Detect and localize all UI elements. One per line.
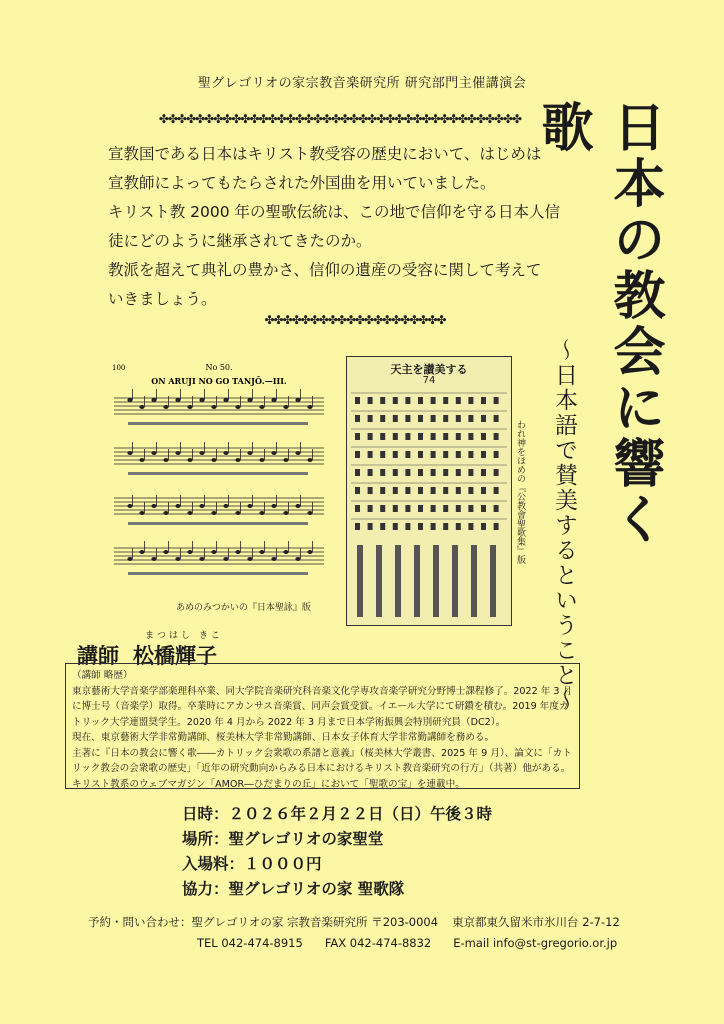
notation-digit bbox=[393, 451, 398, 458]
notation-digit bbox=[481, 469, 486, 476]
ornament-divider-top: ✤✤✤✤✤✤✤✤✤✤✤✤✤✤✤✤✤✤✤✤✤✤✤✤✤✤✤✤✤✤✤✤✤✤✤✤✤✤✤✤ bbox=[158, 112, 522, 126]
footer-fax: FAX 042-474-8832 bbox=[324, 936, 432, 950]
notation-digit bbox=[405, 415, 410, 422]
notation-digit bbox=[355, 523, 360, 530]
notation-digit bbox=[418, 397, 423, 404]
note-head bbox=[283, 550, 288, 554]
note-head bbox=[307, 511, 312, 515]
numbered-notation bbox=[347, 385, 511, 625]
lyric-line bbox=[128, 572, 308, 575]
notation-digit bbox=[355, 451, 360, 458]
notation-digit bbox=[431, 487, 436, 494]
hymn-score-image-left bbox=[108, 356, 330, 616]
note-head bbox=[139, 550, 144, 554]
notation-digit bbox=[418, 469, 423, 476]
bio-paragraph: 主著に『日本の教会に響く歌――カトリック会衆歌の系譜と意義』（桜美林大学叢書、2025 年 9 月）、論文に「カトリック教会の会衆歌の歴史」「近年の研究動向からみる日本におけるキリスト教音楽研究の行方」（共著）他がある。キリスト教系のウェブマガジン「AMOR―ひだまりの丘」において「聖歌の宝」を連載中。 bbox=[72, 747, 572, 790]
organizer-line: 聖グレゴリオの家宗教音楽研究所 研究部門主催講演会 bbox=[197, 76, 527, 91]
notation-digit bbox=[494, 523, 499, 530]
notation-digit bbox=[494, 487, 499, 494]
note-head bbox=[283, 458, 288, 462]
notation-digit bbox=[368, 433, 373, 440]
notation-digit bbox=[405, 505, 410, 512]
intro-line: 宣教国である日本はキリスト教受容の歴史において、はじめは bbox=[108, 145, 542, 163]
note-head bbox=[259, 550, 264, 554]
event-date: 日時：２０２６年２月２２日（日）午後３時 bbox=[182, 805, 493, 823]
note-head bbox=[271, 398, 276, 402]
notation-digit bbox=[443, 397, 448, 404]
notation-digit bbox=[494, 397, 499, 404]
notation-digit bbox=[456, 397, 461, 404]
note-head bbox=[259, 405, 264, 409]
note-head bbox=[211, 458, 216, 462]
note-head bbox=[163, 511, 168, 515]
note-head bbox=[235, 511, 240, 515]
notation-digit bbox=[443, 469, 448, 476]
notation-digit bbox=[468, 415, 473, 422]
notation-digit bbox=[355, 505, 360, 512]
notation-digit bbox=[494, 469, 499, 476]
note-head bbox=[139, 405, 144, 409]
notation-digit bbox=[431, 505, 436, 512]
note-head bbox=[259, 458, 264, 462]
notation-digit bbox=[393, 397, 398, 404]
notation-digit bbox=[380, 415, 385, 422]
notation-digit bbox=[355, 415, 360, 422]
main-title: 日本の教会に響く歌 bbox=[532, 100, 664, 548]
notation-digit bbox=[380, 487, 385, 494]
note-head bbox=[187, 511, 192, 515]
notation-digit bbox=[405, 397, 410, 404]
note-head bbox=[175, 451, 180, 455]
score-left-caption: あめのみつかいの『日本聖詠』版 bbox=[176, 603, 311, 613]
notation-digit bbox=[443, 451, 448, 458]
notation-digit bbox=[456, 469, 461, 476]
note-head bbox=[175, 504, 180, 508]
event-info bbox=[182, 802, 492, 902]
notation-digit bbox=[393, 487, 398, 494]
notation-digit bbox=[456, 415, 461, 422]
footer-phone-line bbox=[197, 936, 639, 950]
notation-digit bbox=[405, 451, 410, 458]
notation-digit bbox=[468, 451, 473, 458]
note-head bbox=[151, 451, 156, 455]
notation-digit bbox=[481, 451, 486, 458]
notation-digit bbox=[431, 451, 436, 458]
notation-digit bbox=[355, 487, 360, 494]
note-head bbox=[187, 458, 192, 462]
note-head bbox=[199, 398, 204, 402]
notation-digit bbox=[355, 469, 360, 476]
notation-digit bbox=[481, 433, 486, 440]
vertical-lyric-column bbox=[357, 545, 363, 617]
notation-digit bbox=[431, 523, 436, 530]
notation-digit bbox=[443, 505, 448, 512]
notation-digit bbox=[393, 415, 398, 422]
note-head bbox=[151, 557, 156, 561]
notation-digit bbox=[456, 451, 461, 458]
notation-digit bbox=[456, 505, 461, 512]
note-head bbox=[199, 451, 204, 455]
notation-digit bbox=[418, 523, 423, 530]
notation-digit bbox=[355, 397, 360, 404]
notation-digit bbox=[443, 415, 448, 422]
notation-digit bbox=[380, 523, 385, 530]
notation-digit bbox=[418, 433, 423, 440]
notation-digit bbox=[418, 487, 423, 494]
notation-digit bbox=[431, 469, 436, 476]
notation-digit bbox=[368, 451, 373, 458]
note-head bbox=[139, 458, 144, 462]
note-head bbox=[247, 451, 252, 455]
notation-digit bbox=[418, 451, 423, 458]
score-right-number: 74 bbox=[422, 375, 436, 386]
vertical-lyric-column bbox=[471, 545, 477, 617]
notation-digit bbox=[380, 505, 385, 512]
intro-line: 宣教師によってもたらされた外国曲を用いていました。 bbox=[108, 174, 496, 192]
note-head bbox=[295, 504, 300, 508]
notation-digit bbox=[431, 415, 436, 422]
notation-digit bbox=[405, 487, 410, 494]
footer-contact-line bbox=[88, 914, 620, 930]
bio-paragraph: 東京藝術大学音楽学部楽理科卒業、同大学院音楽研究科音楽文化学専攻音楽学研究分野博士課程修了。2022 年 3 月に博士号（音楽学）取得。卒業時にアカンサス音楽賞、同声会賞受賞。イエール大学にて研鑽を積む。2019 年度カトリック大学連盟奨学生。2020 年 4 月から 2022 年 3 月まで日本学術振興会特別研究員（DC2）。 bbox=[72, 685, 573, 728]
notation-digit bbox=[368, 469, 373, 476]
notation-digit bbox=[494, 433, 499, 440]
notation-digit bbox=[393, 433, 398, 440]
note-head bbox=[199, 557, 204, 561]
note-head bbox=[127, 504, 132, 508]
lecturer-bio-box bbox=[65, 663, 580, 789]
note-head bbox=[211, 550, 216, 554]
lecturer-name: 松橋輝子 bbox=[133, 644, 217, 668]
intro-line: 教派を超えて典礼の豊かさ、信仰の遺産の受容に関して考えて bbox=[108, 261, 542, 279]
note-head bbox=[295, 557, 300, 561]
notation-digit bbox=[456, 487, 461, 494]
notation-digit bbox=[368, 487, 373, 494]
note-head bbox=[223, 557, 228, 561]
bio-heading: （講師 略歴） bbox=[72, 670, 133, 681]
vertical-lyric-column bbox=[490, 545, 496, 617]
note-head bbox=[187, 405, 192, 409]
note-head bbox=[199, 504, 204, 508]
bio-paragraph: 現在、東京藝術大学非常勤講師、桜美林大学非常勤講師、日本女子体育大学非常勤講師を務める。 bbox=[72, 732, 495, 743]
notation-digit bbox=[405, 433, 410, 440]
notation-digit bbox=[380, 433, 385, 440]
note-head bbox=[163, 550, 168, 554]
vertical-lyric-column bbox=[395, 545, 401, 617]
note-head bbox=[151, 398, 156, 402]
ornament-divider-middle: ✤✤✤✤✤✤✤✤✤✤✤✤✤✤✤✤✤✤✤✤ bbox=[264, 313, 446, 327]
notation-digit bbox=[393, 523, 398, 530]
notation-digit bbox=[494, 415, 499, 422]
event-fee: 入場料：１０００円 bbox=[182, 855, 322, 873]
intro-text bbox=[108, 140, 578, 314]
vertical-lyric-column bbox=[452, 545, 458, 617]
lyric-line bbox=[128, 422, 308, 425]
score-right-caption: われ神をほめの『公教會聖歌集』版 bbox=[515, 420, 525, 564]
score-right-title: 天主を讃美する bbox=[390, 363, 468, 376]
note-head bbox=[247, 557, 252, 561]
footer-email[interactable]: E-mail info@st-gregorio.or.jp bbox=[453, 936, 618, 950]
notation-digit bbox=[456, 523, 461, 530]
note-head bbox=[223, 504, 228, 508]
subtitle: 〜日本語で賛美するということ〜 bbox=[551, 338, 577, 713]
intro-line: いきましょう。 bbox=[108, 290, 217, 308]
notation-digit bbox=[431, 433, 436, 440]
lecturer-role: 講師 bbox=[77, 644, 119, 668]
note-head bbox=[127, 398, 132, 402]
note-head bbox=[175, 398, 180, 402]
notation-digit bbox=[393, 469, 398, 476]
notation-digit bbox=[481, 505, 486, 512]
notation-digit bbox=[380, 469, 385, 476]
notation-digit bbox=[368, 397, 373, 404]
intro-line: 徒にどのように継承されてきたのか。 bbox=[108, 232, 372, 250]
note-head bbox=[139, 511, 144, 515]
notation-digit bbox=[468, 469, 473, 476]
notation-digit bbox=[468, 505, 473, 512]
note-head bbox=[307, 550, 312, 554]
note-head bbox=[211, 405, 216, 409]
notation-digit bbox=[418, 415, 423, 422]
note-head bbox=[307, 405, 312, 409]
notation-digit bbox=[494, 505, 499, 512]
note-head bbox=[271, 451, 276, 455]
note-head bbox=[307, 458, 312, 462]
footer-address: 東京都東久留米市氷川台 2-7-12 bbox=[452, 915, 620, 929]
note-head bbox=[247, 398, 252, 402]
note-head bbox=[163, 405, 168, 409]
note-head bbox=[259, 511, 264, 515]
note-head bbox=[283, 511, 288, 515]
event-place: 場所：聖グレゴリオの家聖堂 bbox=[182, 830, 384, 848]
note-head bbox=[175, 557, 180, 561]
vertical-lyric-column bbox=[376, 545, 382, 617]
lyric-line bbox=[128, 522, 308, 525]
note-head bbox=[235, 405, 240, 409]
notation-digit bbox=[443, 487, 448, 494]
note-head bbox=[223, 451, 228, 455]
score-heading: ON ARUJI NO GO TANJŌ.—III. bbox=[151, 376, 287, 386]
note-head bbox=[271, 504, 276, 508]
notation-digit bbox=[481, 415, 486, 422]
note-head bbox=[223, 398, 228, 402]
notation-digit bbox=[368, 415, 373, 422]
notation-digit bbox=[431, 397, 436, 404]
notation-digit bbox=[481, 487, 486, 494]
note-head bbox=[151, 504, 156, 508]
note-head bbox=[235, 458, 240, 462]
event-cooperation: 協力：聖グレゴリオの家 聖歌隊 bbox=[182, 880, 405, 898]
note-head bbox=[283, 405, 288, 409]
footer-contact: 予約・問い合わせ：聖グレゴリオの家 宗教音楽研究所 〒203-0004 bbox=[88, 915, 439, 929]
note-head bbox=[163, 458, 168, 462]
notation-digit bbox=[380, 397, 385, 404]
notation-digit bbox=[468, 397, 473, 404]
score-number: No 50. bbox=[205, 363, 233, 372]
notation-digit bbox=[405, 523, 410, 530]
intro-line: キリスト教 2000 年の聖歌伝統は、この地で信仰を守る日本人信 bbox=[108, 203, 560, 221]
note-head bbox=[295, 398, 300, 402]
notation-digit bbox=[355, 433, 360, 440]
hymn-score-image-right bbox=[346, 356, 512, 626]
notation-digit bbox=[481, 397, 486, 404]
notation-digit bbox=[405, 469, 410, 476]
notation-digit bbox=[393, 505, 398, 512]
lecturer-name-ruby: まつはし きこ bbox=[145, 631, 223, 641]
lyric-line bbox=[128, 472, 308, 475]
notation-digit bbox=[443, 433, 448, 440]
note-head bbox=[211, 511, 216, 515]
note-head bbox=[271, 557, 276, 561]
note-head bbox=[235, 550, 240, 554]
note-head bbox=[187, 550, 192, 554]
notation-digit bbox=[481, 523, 486, 530]
notation-digit bbox=[468, 433, 473, 440]
note-head bbox=[247, 504, 252, 508]
note-head bbox=[127, 557, 132, 561]
notation-digit bbox=[418, 505, 423, 512]
notation-digit bbox=[368, 523, 373, 530]
vertical-lyric-column bbox=[433, 545, 439, 617]
footer-tel: TEL 042-474-8915 bbox=[197, 936, 303, 950]
notation-digit bbox=[456, 433, 461, 440]
score-page-number: 100 bbox=[112, 364, 126, 372]
note-head bbox=[127, 451, 132, 455]
note-head bbox=[295, 451, 300, 455]
notation-digit bbox=[468, 523, 473, 530]
notation-digit bbox=[494, 451, 499, 458]
notation-digit bbox=[368, 505, 373, 512]
vertical-lyric-column bbox=[414, 545, 420, 617]
notation-digit bbox=[380, 451, 385, 458]
notation-digit bbox=[468, 487, 473, 494]
notation-digit bbox=[443, 523, 448, 530]
